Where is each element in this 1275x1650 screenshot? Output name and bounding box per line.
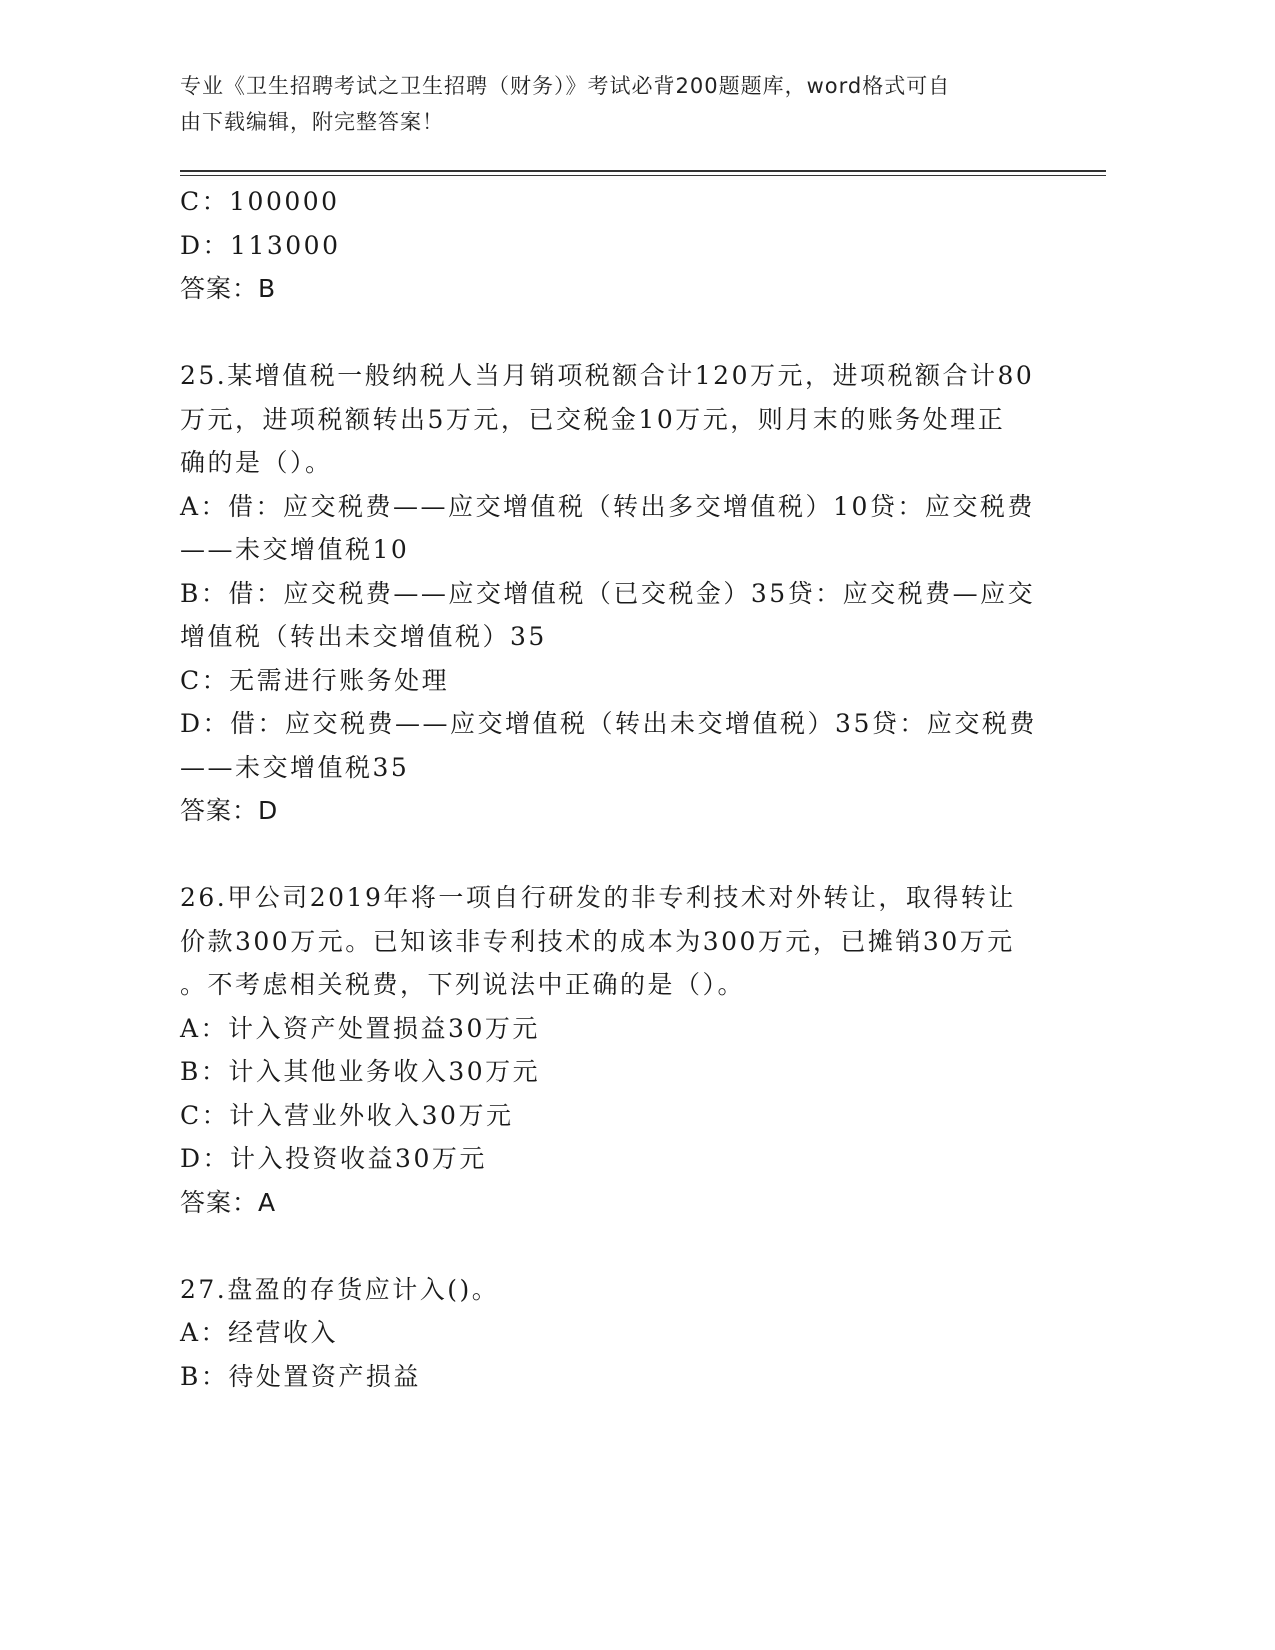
question-stem: 确的是（）。 (180, 448, 333, 477)
header-title-line-1: 专业《卫生招聘考试之卫生招聘（财务）》考试必背200题题库，word格式可自 (180, 74, 951, 98)
option-b: B：待处置资产损益 (180, 1361, 421, 1391)
question-stem: 价款300万元。已知该非专利技术的成本为300万元，已摊销30万元 (180, 926, 1015, 956)
option-a: A：借：应交税费——应交增值税（转出多交增值税）10贷：应交税费 (180, 491, 1035, 521)
header-divider-thin (180, 175, 1106, 176)
header-title-line-2: 由下载编辑，附完整答案！ (180, 110, 444, 134)
document-body (180, 180, 1040, 1398)
option-b: B：计入其他业务收入30万元 (180, 1057, 541, 1086)
option-d: D：113000 (180, 230, 341, 260)
answer-line: 答案：A (180, 1187, 277, 1217)
option-c: C：无需进行账务处理 (180, 665, 450, 695)
option-a: A：计入资产处置损益30万元 (180, 1013, 540, 1043)
question-stem: 25.某增值税一般纳税人当月销项税额合计120万元，进项税额合计80 (180, 361, 1035, 390)
option-b: B：借：应交税费——应交增值税（已交税金）35贷：应交税费—应交 (180, 578, 1036, 608)
option-a-continued: ——未交增值税10 (180, 535, 410, 564)
option-a: A：经营收入 (180, 1318, 339, 1347)
question-25 (180, 354, 1040, 833)
question-26 (180, 876, 1040, 1224)
document-header (180, 68, 1050, 140)
question-stem: 万元，进项税额转出5万元，已交税金10万元，则月末的账务处理正 (180, 404, 1006, 434)
question-spacer (180, 833, 1040, 877)
answer-line: 答案：B (180, 274, 277, 303)
question-27 (180, 1268, 1040, 1399)
question-stem: 。不考虑相关税费，下列说法中正确的是（）。 (180, 970, 746, 999)
question-spacer (180, 311, 1040, 355)
question-24-continued (180, 180, 1040, 311)
question-spacer (180, 1224, 1040, 1268)
option-c: C：100000 (180, 187, 340, 216)
option-b-continued: 增值税（转出未交增值税）35 (180, 622, 547, 651)
option-d: D：计入投资收益30万元 (180, 1144, 487, 1173)
option-d: D：借：应交税费——应交增值税（转出未交增值税）35贷：应交税费 (180, 709, 1037, 738)
answer-line: 答案：D (180, 796, 279, 825)
option-d-continued: ——未交增值税35 (180, 752, 410, 782)
question-stem: 26.甲公司2019年将一项自行研发的非专利技术对外转让，取得转让 (180, 883, 1016, 912)
option-c: C：计入营业外收入30万元 (180, 1100, 514, 1130)
question-stem: 27.盘盈的存货应计入()。 (180, 1274, 500, 1304)
header-divider-thick (180, 170, 1106, 172)
